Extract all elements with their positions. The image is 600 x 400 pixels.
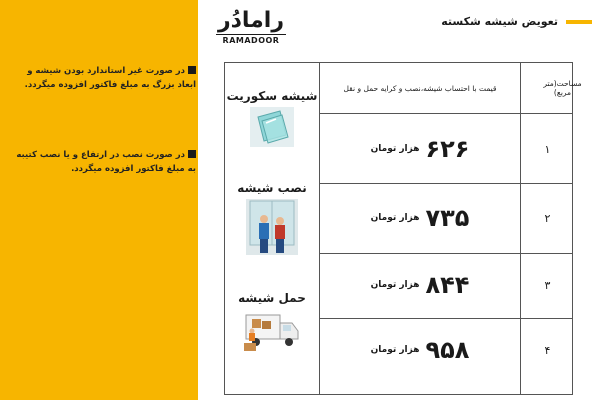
glass-transport-icon: [242, 309, 302, 353]
price-unit: هزار تومان: [370, 280, 420, 290]
price-cell: [320, 320, 520, 380]
table-divider: [319, 318, 572, 319]
logo-text-en: RAMADOOR: [216, 34, 286, 45]
area-cell: ۲: [544, 211, 551, 225]
area-cell: ۴: [544, 343, 551, 357]
area-cell: ۱: [544, 142, 551, 156]
table-divider: [319, 183, 572, 184]
bullet-icon: [188, 66, 196, 74]
logo: [216, 8, 286, 45]
price-value: ۸۴۴: [425, 271, 470, 299]
price-unit: هزار تومان: [370, 345, 420, 355]
price-value: ۶۲۶: [425, 135, 470, 163]
page-title: تعویض شیشه شکسته: [441, 15, 558, 28]
feature-title: نصب شیشه: [237, 181, 307, 195]
title-bar: [441, 15, 592, 28]
price-value: ۷۳۵: [425, 204, 470, 232]
yellow-sidebar: [0, 0, 198, 400]
table-divider: [319, 113, 572, 114]
header-price: قیمت با احتساب شیشه،نصب و کرایه حمل و نقل: [343, 83, 497, 93]
note-height-install: [10, 148, 196, 176]
price-cell: [320, 119, 520, 179]
area-cell: ۳: [544, 278, 551, 292]
tempered-glass-icon: [250, 107, 294, 147]
price-cell: [320, 188, 520, 248]
note-nonstandard-glass: [10, 64, 196, 92]
note-text: در صورت غیر استاندارد بودن شیشه و ابعاد بزرگ به مبلغ فاکتور افزوده میگردد.: [24, 66, 196, 90]
bullet-icon: [188, 150, 196, 158]
price-cell: [320, 255, 520, 315]
glass-installation-icon: [246, 199, 298, 255]
feature-tempered-glass: [225, 89, 319, 151]
price-unit: هزار تومان: [370, 144, 420, 154]
logo-text-fa: رامادُر: [217, 8, 285, 33]
header-area: مساحت(متر مربع): [543, 79, 582, 97]
feature-title: حمل شیشه: [238, 291, 306, 305]
title-accent-bar: [566, 20, 592, 24]
feature-glass-transport: [225, 291, 319, 357]
price-value: ۹۵۸: [425, 336, 470, 364]
price-table: [224, 62, 582, 395]
table-divider: [319, 253, 572, 254]
note-text: در صورت نصب در ارتفاع و یا نصب کتیبه به مبلغ فاکتور افزوده میگردد.: [16, 150, 196, 174]
feature-title: شیشه سکوریت: [226, 89, 318, 103]
feature-glass-installation: [225, 181, 319, 259]
price-unit: هزار تومان: [370, 213, 420, 223]
